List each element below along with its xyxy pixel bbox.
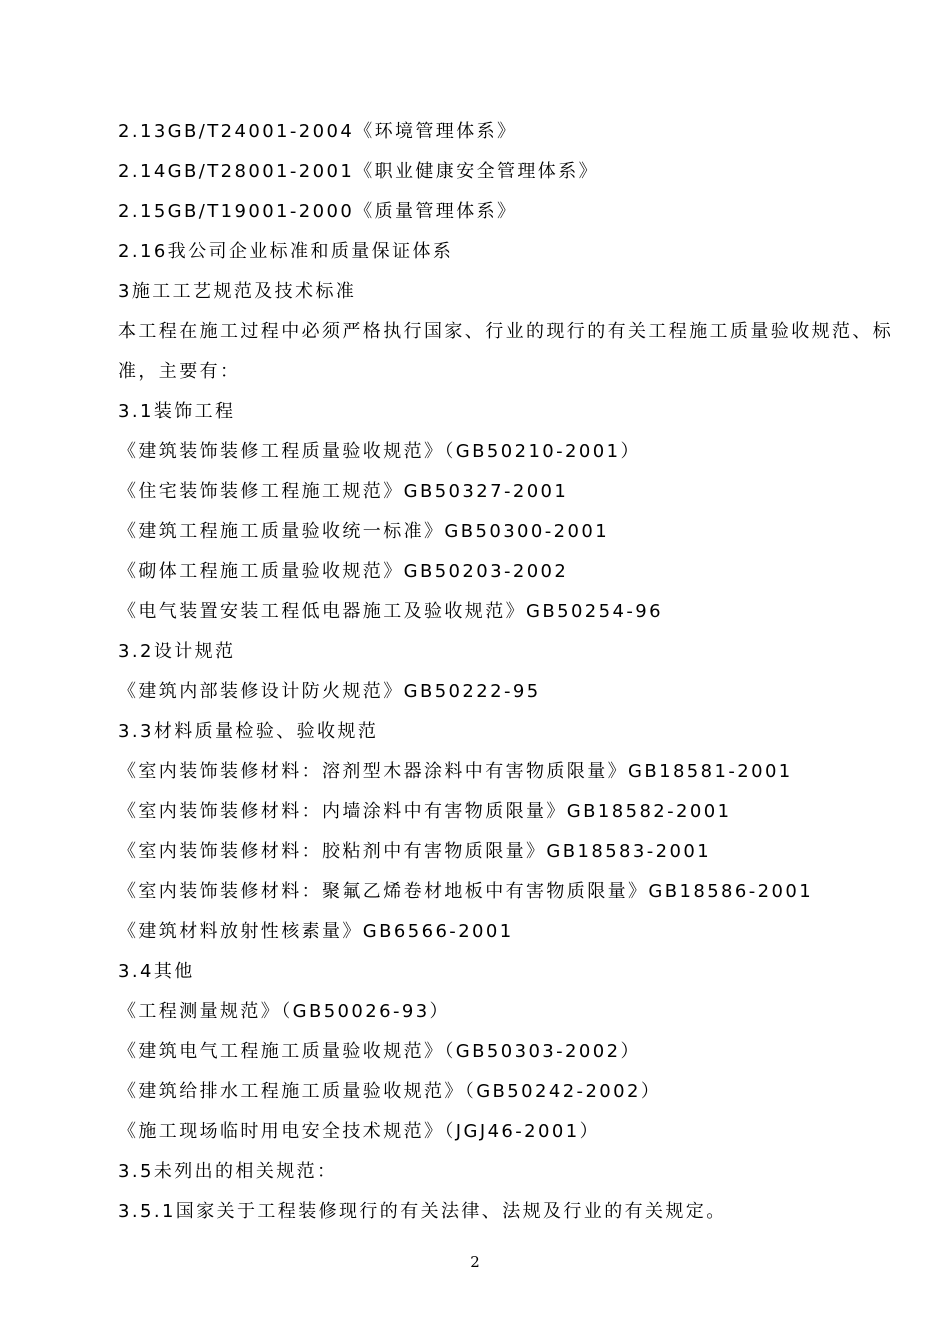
text-line-2-15: 2.15GB/T19001-2000《质量管理体系》 — [118, 201, 518, 222]
standard-item: 《建筑装饰装修工程质量验收规范》（GB50210-2001） — [118, 441, 641, 462]
standard-item: 《室内装饰装修材料：溶剂型木器涂料中有害物质限量》GB18581-2001 — [118, 761, 793, 782]
section-heading-3-3: 3.3材料质量检验、验收规范 — [118, 721, 379, 742]
standard-item: 《施工现场临时用电安全技术规范》（JGJ46-2001） — [118, 1121, 600, 1142]
standard-item: 《室内装饰装修材料：胶粘剂中有害物质限量》GB18583-2001 — [118, 841, 712, 862]
text-line-2-16: 2.16我公司企业标准和质量保证体系 — [118, 241, 454, 262]
standard-item: 《室内装饰装修材料：聚氟乙烯卷材地板中有害物质限量》GB18586-2001 — [118, 881, 814, 902]
standard-item: 《建筑材料放射性核素量》GB6566-2001 — [118, 921, 514, 942]
page-number: 2 — [470, 1253, 480, 1271]
standard-item: 《砌体工程施工质量验收规范》GB50203-2002 — [118, 561, 569, 582]
paragraph-line-1: 本工程在施工过程中必须严格执行国家、行业的现行的有关工程施工质量验收规范、标 — [118, 321, 894, 342]
standard-item: 《室内装饰装修材料：内墙涂料中有害物质限量》GB18582-2001 — [118, 801, 732, 822]
standard-item: 《建筑工程施工质量验收统一标准》GB50300-2001 — [118, 521, 610, 542]
text-line-2-14: 2.14GB/T28001-2001《职业健康安全管理体系》 — [118, 161, 599, 182]
standard-item: 《建筑给排水工程施工质量验收规范》（GB50242-2002） — [118, 1081, 662, 1102]
section-heading-3-4: 3.4其他 — [118, 961, 195, 982]
text-line-2-13: 2.13GB/T24001-2004《环境管理体系》 — [118, 121, 518, 142]
standard-item: 《建筑电气工程施工质量验收规范》（GB50303-2002） — [118, 1041, 641, 1062]
section-heading-3-2: 3.2设计规范 — [118, 641, 236, 662]
standard-item: 《建筑内部装修设计防火规范》GB50222-95 — [118, 681, 541, 702]
paragraph-line-2: 准，主要有： — [118, 361, 241, 382]
standard-item: 《住宅装饰装修工程施工规范》GB50327-2001 — [118, 481, 569, 502]
section-heading-3-5: 3.5未列出的相关规范： — [118, 1161, 338, 1182]
section-heading-3: 3施工工艺规范及技术标准 — [118, 281, 357, 302]
standard-item: 《工程测量规范》（GB50026-93） — [118, 1001, 450, 1022]
section-heading-3-1: 3.1装饰工程 — [118, 401, 236, 422]
standard-item: 《电气装置安装工程低电器施工及验收规范》GB50254-96 — [118, 601, 663, 622]
text-line-3-5-1: 3.5.1国家关于工程装修现行的有关法律、法规及行业的有关规定。 — [118, 1201, 727, 1222]
